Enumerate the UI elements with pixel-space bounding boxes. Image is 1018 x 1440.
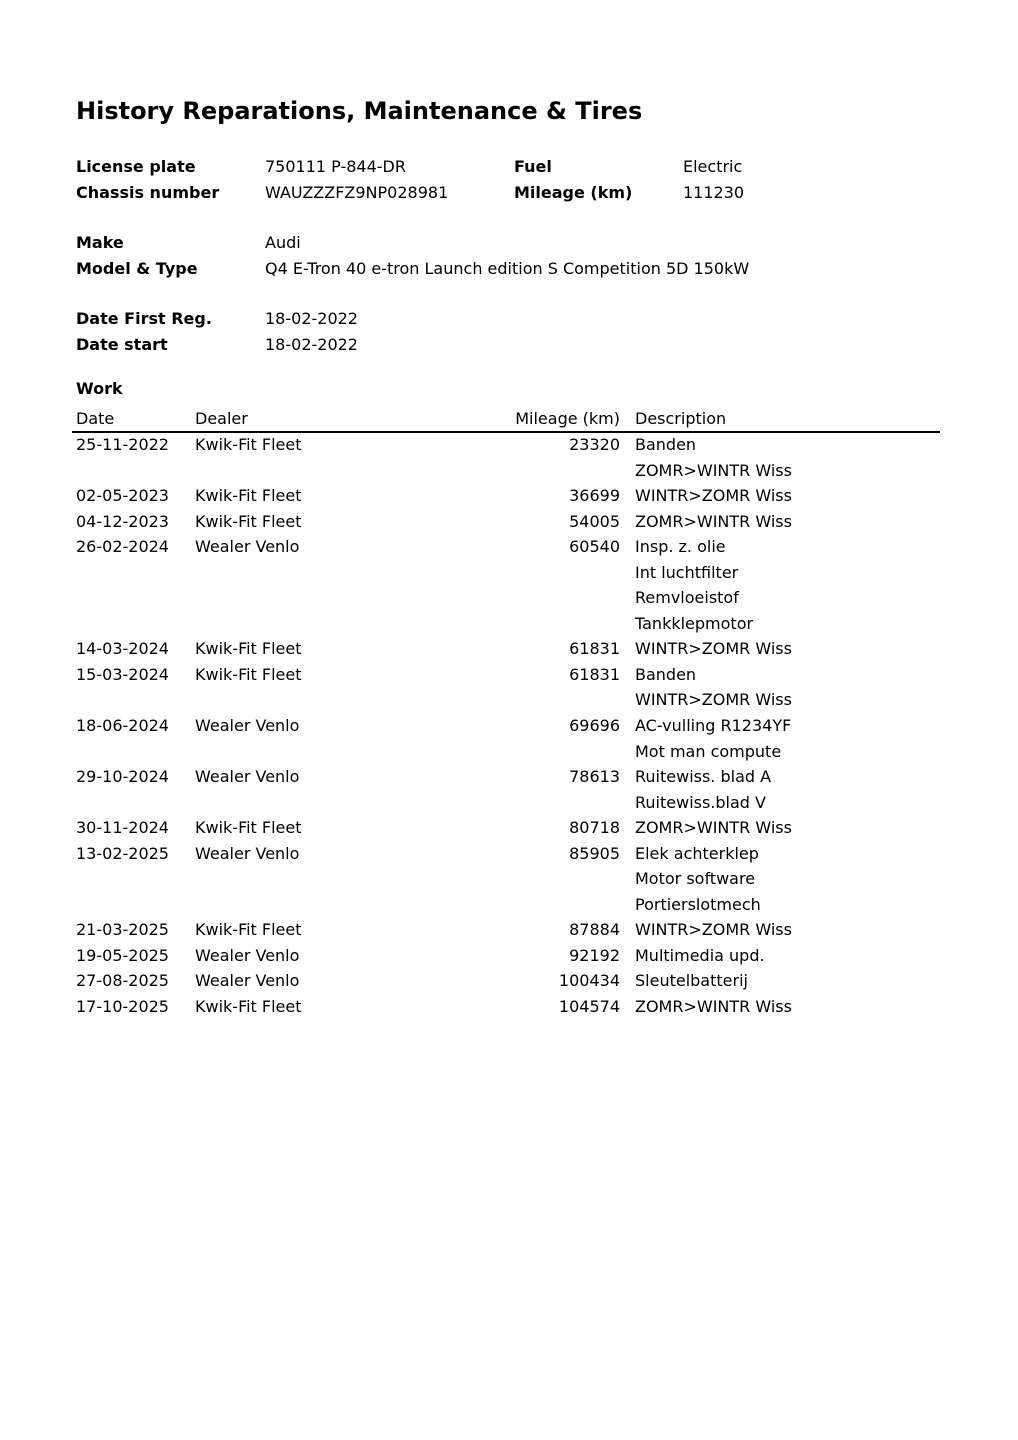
header-mileage: Mileage (km) <box>515 409 620 428</box>
license-plate-value: 750111 P-844-DR <box>265 157 406 176</box>
row-dealer: Wealer Venlo <box>195 843 300 863</box>
table-row <box>72 458 940 484</box>
row-description: Banden <box>635 664 697 684</box>
info-row-make <box>76 230 940 256</box>
row-dealer: Kwik-Fit Fleet <box>195 664 302 684</box>
row-mileage: 85905 <box>569 843 620 863</box>
row-mileage: 100434 <box>558 971 620 991</box>
row-description: ZOMR>WINTR Wiss <box>635 997 792 1017</box>
row-description: ZOMR>WINTR Wiss <box>635 460 792 480</box>
row-date: 18-06-2024 <box>76 716 169 736</box>
table-row <box>72 968 940 994</box>
row-description: ZOMR>WINTR Wiss <box>635 818 792 838</box>
row-description: WINTR>ZOMR Wiss <box>635 920 792 940</box>
row-date: 15-03-2024 <box>76 664 169 684</box>
row-dealer: Kwik-Fit Fleet <box>195 997 302 1017</box>
model-value: Q4 E-Tron 40 e-tron Launch edition S Competition 5D 150kW <box>265 259 750 278</box>
table-row <box>72 943 940 969</box>
fuel-label: Fuel <box>514 157 552 176</box>
first-reg-value: 18-02-2022 <box>265 309 358 328</box>
table-row <box>72 764 940 790</box>
row-date: 19-05-2025 <box>76 945 169 965</box>
table-row <box>72 432 940 458</box>
table-row <box>72 892 940 918</box>
table-row <box>72 866 940 892</box>
row-dealer: Kwik-Fit Fleet <box>195 920 302 940</box>
row-description: AC-vulling R1234YF <box>635 716 792 736</box>
row-date: 26-02-2024 <box>76 537 169 557</box>
row-mileage: 78613 <box>569 767 620 787</box>
row-description: Tankklepmotor <box>635 613 754 633</box>
table-row <box>72 790 940 816</box>
row-description: WINTR>ZOMR Wiss <box>635 690 792 710</box>
table-row <box>72 509 940 535</box>
row-dealer: Wealer Venlo <box>195 537 300 557</box>
row-description: WINTR>ZOMR Wiss <box>635 486 792 506</box>
info-row-chassis-mileage <box>76 180 940 206</box>
row-description: Ruitewiss.blad V <box>635 792 766 812</box>
row-description: Multimedia upd. <box>635 945 765 965</box>
row-description: ZOMR>WINTR Wiss <box>635 511 792 531</box>
row-mileage: 69696 <box>569 716 620 736</box>
row-mileage: 23320 <box>569 435 620 454</box>
table-row <box>72 815 940 841</box>
table-row <box>72 994 940 1020</box>
make-value: Audi <box>265 233 301 252</box>
row-description: WINTR>ZOMR Wiss <box>635 639 792 659</box>
work-table-header <box>72 406 940 433</box>
table-row <box>72 483 940 509</box>
table-row <box>72 662 940 688</box>
info-row-plate-fuel <box>76 154 940 180</box>
row-date: 21-03-2025 <box>76 920 169 940</box>
license-plate-label: License plate <box>76 157 196 176</box>
row-mileage: 54005 <box>569 511 620 531</box>
row-date: 04-12-2023 <box>76 511 169 531</box>
fuel-value: Electric <box>683 157 743 176</box>
model-label: Model & Type <box>76 259 198 278</box>
row-description: Insp. z. olie <box>635 537 726 557</box>
row-description: Int luchtfilter <box>635 562 739 582</box>
row-mileage: 87884 <box>569 920 620 940</box>
mileage-value: 111230 <box>683 183 745 202</box>
table-row <box>72 687 940 713</box>
row-mileage: 60540 <box>569 537 620 557</box>
header-date: Date <box>76 409 115 428</box>
page-title: History Reparations, Maintenance & Tires <box>76 97 643 125</box>
table-row <box>72 739 940 765</box>
row-date: 27-08-2025 <box>76 971 169 991</box>
row-description: Sleutelbatterij <box>635 971 748 991</box>
row-dealer: Wealer Venlo <box>195 767 300 787</box>
row-date: 13-02-2025 <box>76 843 169 863</box>
row-date: 29-10-2024 <box>76 767 169 787</box>
row-dealer: Wealer Venlo <box>195 945 300 965</box>
info-row-first-reg <box>76 306 940 332</box>
row-date: 25-11-2022 <box>76 435 169 454</box>
row-date: 30-11-2024 <box>76 818 169 838</box>
info-row-date-start <box>76 332 940 358</box>
info-row-model <box>76 256 940 282</box>
row-date: 02-05-2023 <box>76 486 169 506</box>
row-dealer: Kwik-Fit Fleet <box>195 511 302 531</box>
row-description: Remvloeistof <box>635 588 739 608</box>
row-mileage: 61831 <box>569 664 620 684</box>
table-row <box>72 636 940 662</box>
table-row <box>72 917 940 943</box>
row-date: 14-03-2024 <box>76 639 169 659</box>
table-row <box>72 560 940 586</box>
row-mileage: 104574 <box>558 997 620 1017</box>
row-mileage: 92192 <box>569 945 620 965</box>
first-reg-label: Date First Reg. <box>76 309 212 328</box>
row-mileage: 80718 <box>569 818 620 838</box>
row-description: Ruitewiss. blad A <box>635 767 772 787</box>
row-dealer: Wealer Venlo <box>195 716 300 736</box>
mileage-label: Mileage (km) <box>514 183 633 202</box>
header-dealer: Dealer <box>195 409 248 428</box>
row-dealer: Wealer Venlo <box>195 971 300 991</box>
row-description: Motor software <box>635 869 756 889</box>
chassis-value: WAUZZZFZ9NP028981 <box>265 183 449 202</box>
row-dealer: Kwik-Fit Fleet <box>195 818 302 838</box>
table-row <box>72 713 940 739</box>
header-description: Description <box>635 409 727 428</box>
row-description: Banden <box>635 435 697 454</box>
make-label: Make <box>76 233 124 252</box>
work-section-title: Work <box>76 379 123 398</box>
row-dealer: Kwik-Fit Fleet <box>195 486 302 506</box>
row-dealer: Kwik-Fit Fleet <box>195 435 302 454</box>
row-mileage: 61831 <box>569 639 620 659</box>
row-date: 17-10-2025 <box>76 997 169 1017</box>
table-row <box>72 585 940 611</box>
table-row <box>72 534 940 560</box>
row-description: Elek achterklep <box>635 843 759 863</box>
row-mileage: 36699 <box>569 486 620 506</box>
row-description: Mot man compute <box>635 741 782 761</box>
table-row <box>72 611 940 637</box>
date-start-label: Date start <box>76 335 168 354</box>
row-description: Portierslotmech <box>635 894 761 914</box>
chassis-label: Chassis number <box>76 183 220 202</box>
work-table-body <box>72 432 940 1020</box>
table-row <box>72 841 940 867</box>
row-dealer: Kwik-Fit Fleet <box>195 639 302 659</box>
date-start-value: 18-02-2022 <box>265 335 358 354</box>
